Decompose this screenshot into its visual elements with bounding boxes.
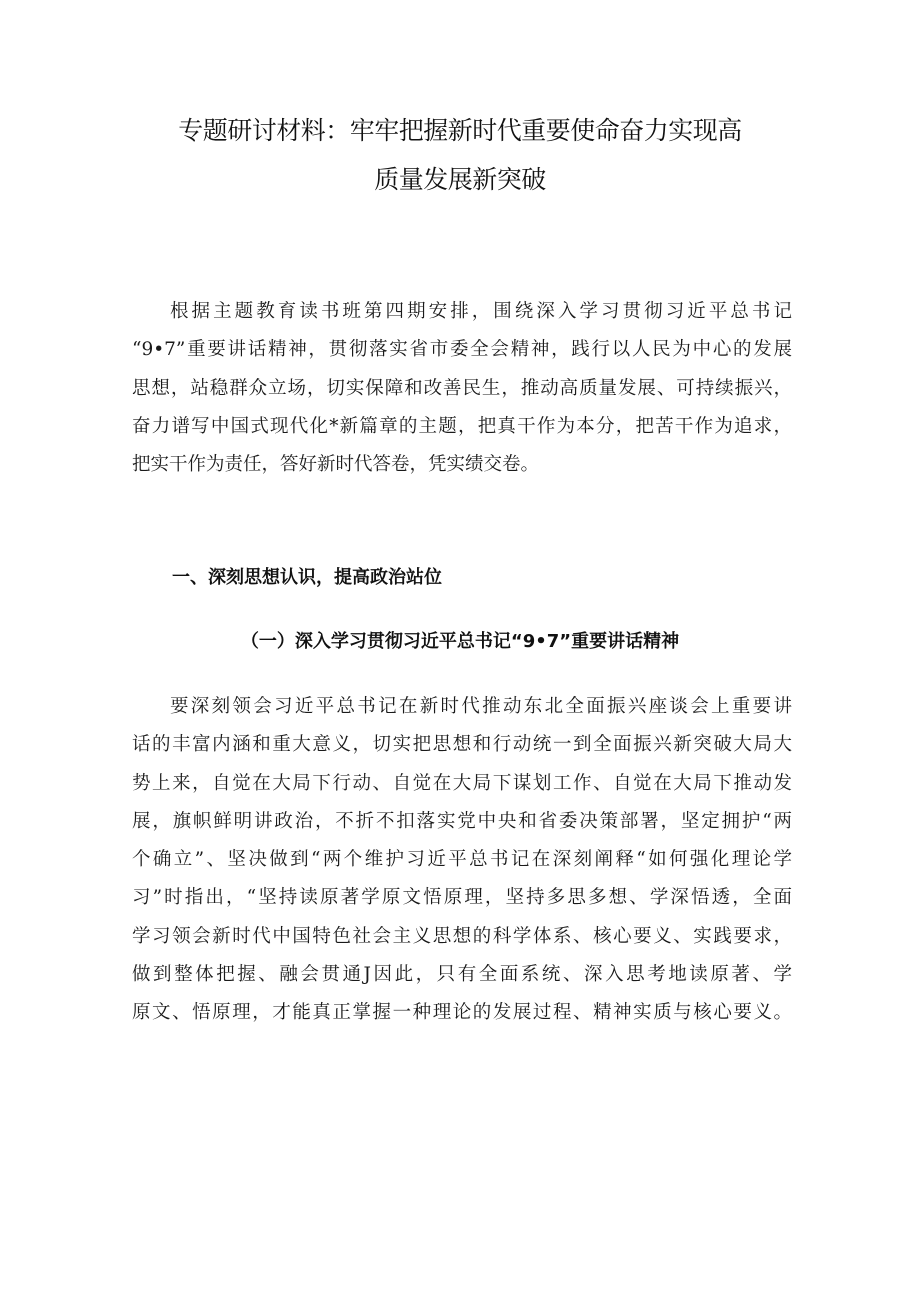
- paragraph-line: 话的丰富内涵和重大意义，切实把思想和行动统一到全面振兴新突破大局大: [132, 734, 792, 756]
- intro-paragraph: [132, 293, 792, 484]
- paragraph-line: 势上来，自觉在大局下行动、自觉在大局下谋划工作、自觉在大局下推动发: [132, 772, 792, 794]
- paragraph-line: 根据主题教育读书班第四期安排，围绕深入学习贯彻习近平总书记: [170, 301, 792, 322]
- document-title-line-1: 专题研讨材料：牢牢把握新时代重要使命奋力实现高: [178, 116, 742, 145]
- paragraph-line: 思想，站稳群众立场，切实保障和改善民生，推动高质量发展、可持续振兴，: [132, 377, 792, 399]
- paragraph-line: 要深刻领会习近平总书记在新时代推动东北全面振兴座谈会上重要讲: [170, 696, 792, 717]
- paragraph-line: 习”时指出，“坚持读原著学原文悟原理，坚持多思多想、学深悟透，全面: [132, 887, 792, 909]
- paragraph-line: 把实干作为责任，答好新时代答卷，凭实绩交卷。: [132, 454, 540, 476]
- paragraph-line: 原文、悟原理，才能真正掌握一种理论的发展过程、精神实质与核心要义。: [132, 1002, 792, 1024]
- paragraph-line: 学习领会新时代中国特色社会主义思想的科学体系、核心要义、实践要求，: [132, 925, 792, 947]
- section-heading: 一、深刻思想认识，提高政治站位: [172, 567, 442, 588]
- paragraph-line: 做到整体把握、融会贯通J因此，只有全面系统、深入思考地读原著、学: [132, 964, 792, 986]
- paragraph-line: 个确立”、坚决做到“两个维护习近平总书记在深刻阐释“如何强化理论学: [132, 849, 792, 871]
- document-title-line-2: 质量发展新突破: [374, 165, 546, 194]
- paragraph-line: 展，旗帜鲜明讲政治，不折不扣落实党中央和省委决策部署，坚定拥护“两: [132, 810, 792, 832]
- paragraph-line: “9•7”重要讲话精神，贯彻落实省市委全会精神，践行以人民为中心的发展: [132, 339, 792, 361]
- paragraph-line: 奋力谱写中国式现代化*新篇章的主题，把真干作为本分，把苦干作为追求，: [132, 415, 792, 437]
- subsection-heading: （一）深入学习贯彻习近平总书记“9•7”重要讲话精神: [240, 631, 680, 652]
- body-paragraph: [132, 688, 792, 1033]
